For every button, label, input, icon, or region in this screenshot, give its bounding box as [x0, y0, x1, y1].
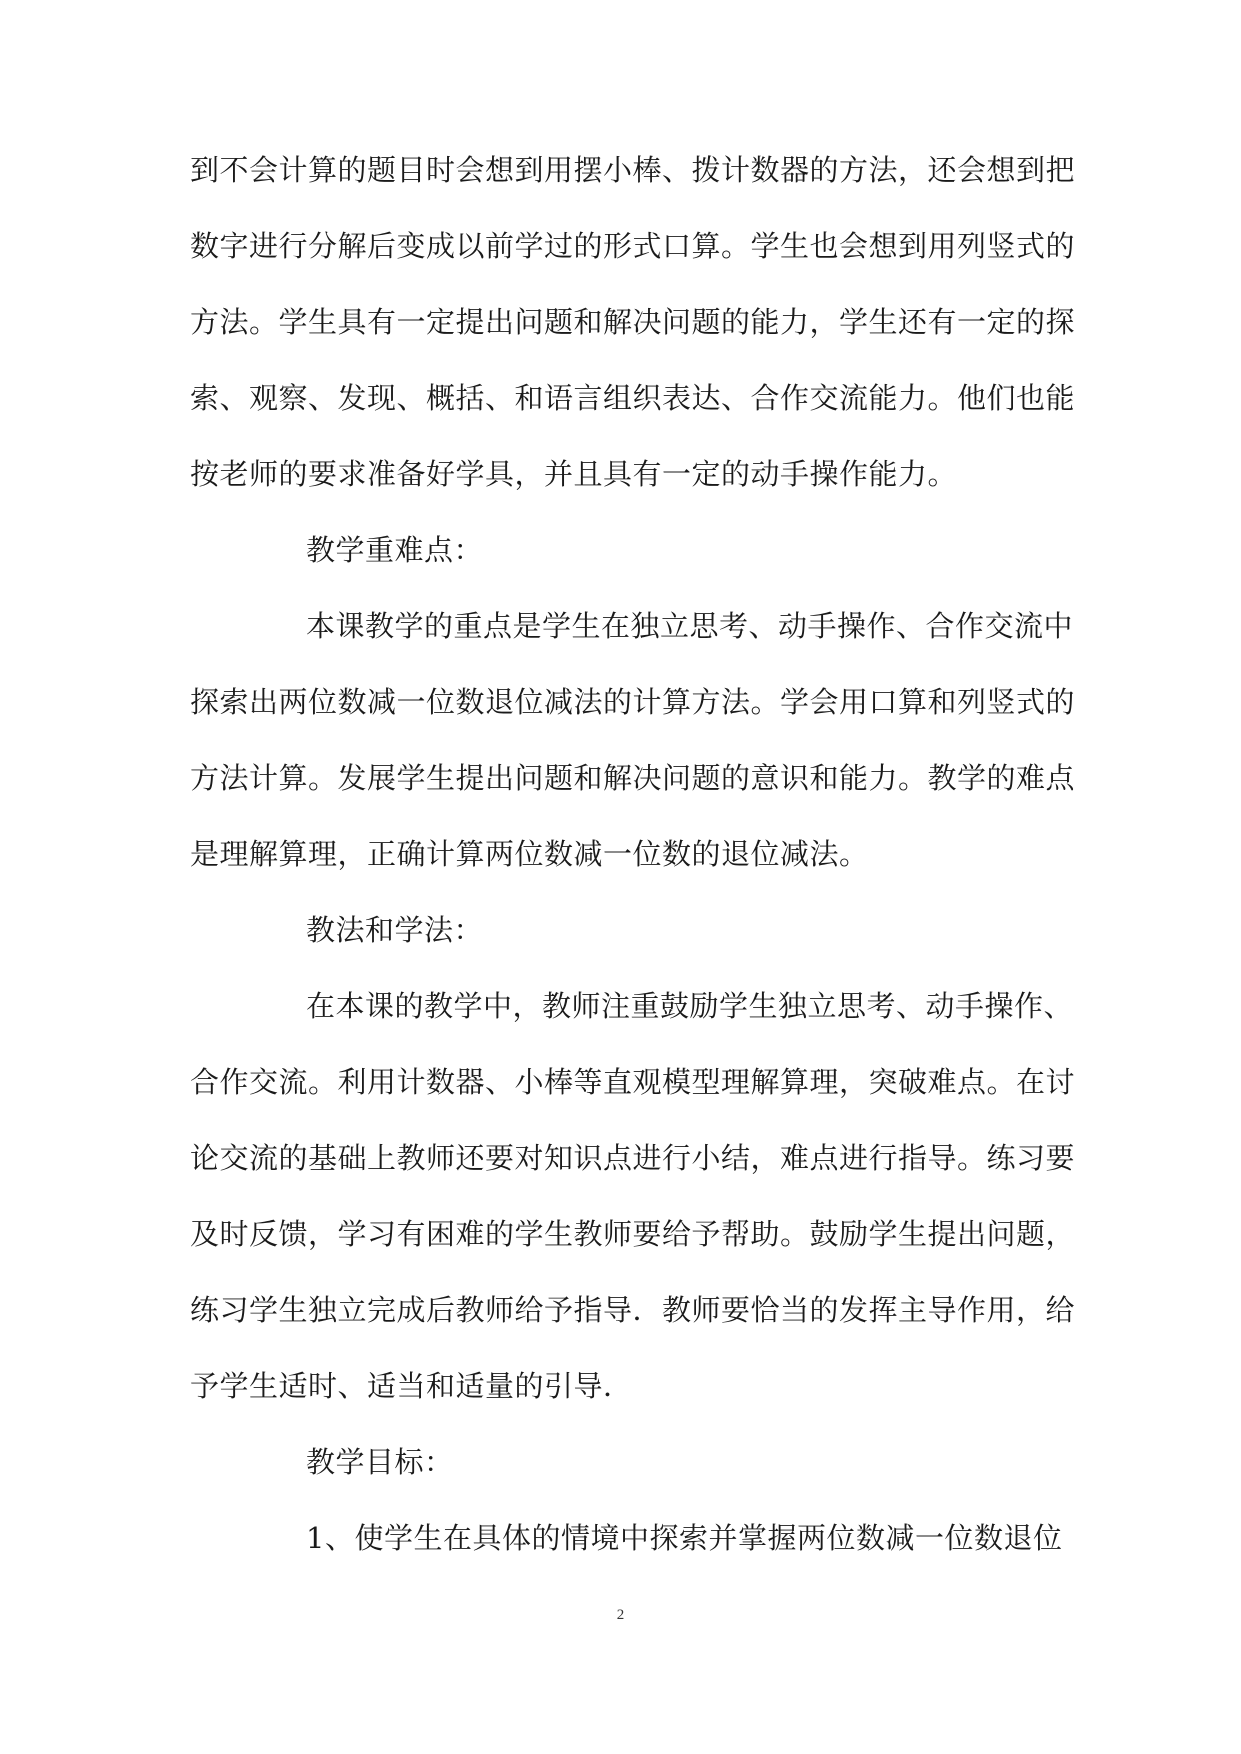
paragraph-line: 论交流的基础上教师还要对知识点进行小结，难点进行指导。练习要 [190, 1141, 1076, 1175]
section-heading: 教学目标： [306, 1445, 454, 1479]
paragraph-line: 方法。学生具有一定提出问题和解决问题的能力，学生还有一定的探 [190, 305, 1076, 339]
paragraph-line: 按老师的要求准备好学具，并且具有一定的动手操作能力。 [190, 457, 958, 491]
paragraph-line: 练习学生独立完成后教师给予指导．教师要恰当的发挥主导作用，给 [190, 1293, 1076, 1327]
page-number: 2 [616, 1607, 625, 1623]
paragraph-line: 本课教学的重点是学生在独立思考、动手操作、合作交流中 [306, 609, 1074, 643]
section-heading: 教学重难点： [306, 533, 484, 567]
paragraph-line: 予学生适时、适当和适量的引导． [190, 1369, 633, 1403]
list-item: 1、使学生在具体的情境中探索并掌握两位数减一位数退位 [306, 1521, 1063, 1555]
paragraph-line: 到不会计算的题目时会想到用摆小棒、拨计数器的方法，还会想到把 [190, 153, 1076, 187]
paragraph-line: 探索出两位数减一位数退位减法的计算方法。学会用口算和列竖式的 [190, 685, 1076, 719]
paragraph-line: 索、观察、发现、概括、和语言组织表达、合作交流能力。他们也能 [190, 381, 1076, 415]
paragraph-line: 合作交流。利用计数器、小棒等直观模型理解算理，突破难点。在讨 [190, 1065, 1076, 1099]
paragraph-line: 方法计算。发展学生提出问题和解决问题的意识和能力。教学的难点 [190, 761, 1076, 795]
paragraph-line: 及时反馈，学习有困难的学生教师要给予帮助。鼓励学生提出问题， [190, 1217, 1076, 1251]
paragraph-line: 数字进行分解后变成以前学过的形式口算。学生也会想到用列竖式的 [190, 229, 1076, 263]
paragraph-line: 是理解算理，正确计算两位数减一位数的退位减法。 [190, 837, 869, 871]
section-heading: 教法和学法： [306, 913, 484, 947]
paragraph-line: 在本课的教学中，教师注重鼓励学生独立思考、动手操作、 [306, 989, 1074, 1023]
